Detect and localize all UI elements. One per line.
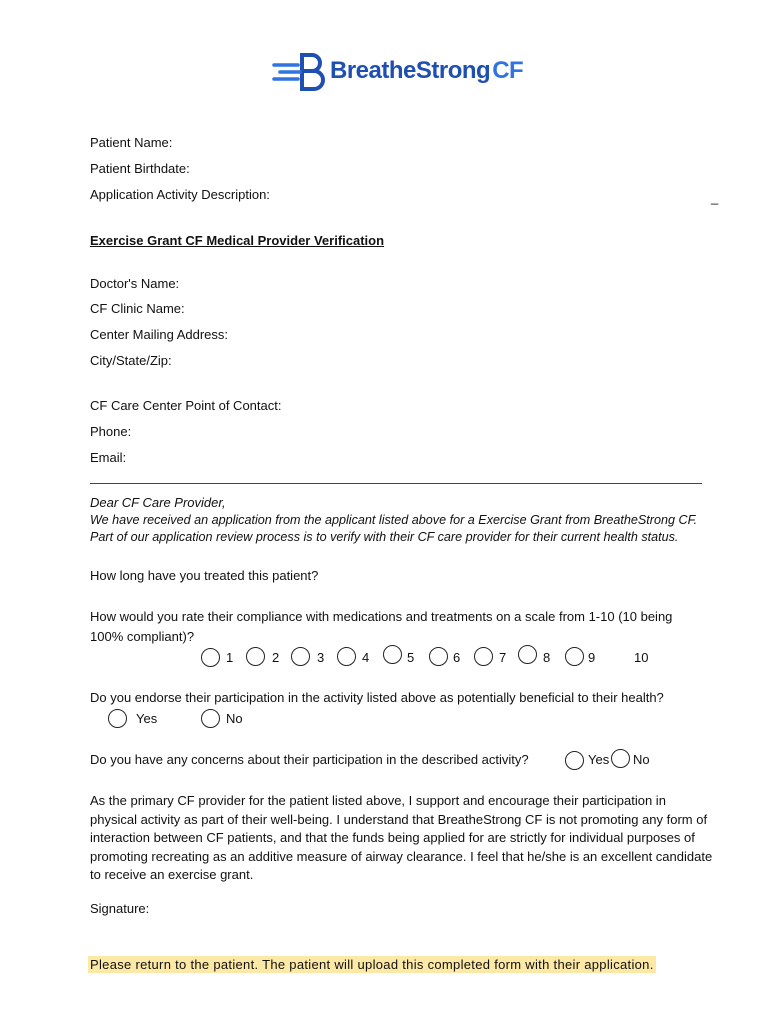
scale-label-8: 8: [543, 650, 551, 665]
scale-radio-4[interactable]: [337, 647, 356, 666]
letter-line-1: We have received an application from the applicant listed above for a Exercise Grant from BreatheStrong CF.: [90, 513, 698, 527]
scale-radio-5[interactable]: [383, 645, 402, 664]
scale-radio-9[interactable]: [565, 647, 584, 666]
lungs-logo-icon: [272, 49, 328, 100]
scale-label-10: 10: [634, 650, 649, 665]
concerns-no-radio[interactable]: [611, 749, 630, 768]
question-endorse-participation: Do you endorse their participation in the activity listed above as potentially beneficial to their health?: [90, 690, 664, 705]
scale-label-7: 7: [499, 650, 507, 665]
letter-line-2: Part of our application review process is to verify with their CF care provider for their current health status.: [90, 530, 679, 544]
doctor-name-label: Doctor's Name:: [90, 276, 180, 291]
scale-label-6: 6: [453, 650, 461, 665]
scale-label-9: 9: [588, 650, 596, 665]
divider: [90, 483, 702, 484]
concerns-yes-radio[interactable]: [565, 751, 584, 770]
email-label: Email:: [90, 450, 127, 465]
brand-name-part2: CF: [492, 57, 524, 84]
endorse-yes-label: Yes: [136, 711, 158, 726]
endorse-no-radio[interactable]: [201, 709, 220, 728]
concerns-yes-label: Yes: [588, 752, 610, 767]
scale-radio-8[interactable]: [518, 645, 537, 664]
question-compliance-line-1: How would you rate their compliance with medications and treatments on a scale from 1-10 (10 being: [90, 609, 673, 624]
brand-name-part1: BreatheStrong: [330, 57, 491, 84]
scale-label-4: 4: [362, 650, 370, 665]
return-instructions: [88, 957, 656, 972]
mailing-address-label: Center Mailing Address:: [90, 327, 229, 342]
scale-label-2: 2: [272, 650, 280, 665]
scale-label-3: 3: [317, 650, 325, 665]
endorse-yes-radio[interactable]: [108, 709, 127, 728]
scale-label-1: 1: [226, 650, 234, 665]
question-concerns: Do you have any concerns about their participation in the described activity?: [90, 752, 529, 767]
brand-name: [330, 57, 523, 85]
question-compliance-line-2: 100% compliant)?: [90, 629, 195, 644]
scale-radio-7[interactable]: [474, 647, 493, 666]
phone-label: Phone:: [90, 424, 132, 439]
concerns-no-label: No: [633, 752, 650, 767]
city-state-zip-label: City/State/Zip:: [90, 353, 172, 368]
patient-name-label: Patient Name:: [90, 135, 173, 150]
section-title: Exercise Grant CF Medical Provider Verification: [90, 233, 385, 248]
trailing-underscore: _: [711, 190, 719, 205]
scale-radio-3[interactable]: [291, 647, 310, 666]
letter-greeting: Dear CF Care Provider,: [90, 495, 226, 510]
scale-radio-2[interactable]: [246, 647, 265, 666]
provider-statement: As the primary CF provider for the patient listed above, I support and encourage their participation in physical activity as part of their well-being. I understand that BreatheStrong CF is not promoting any form of interaction between CF patients, and that the funds being applied for are strictly for individual purposes of promoting recreating as an additive measure of airway clearance. I feel that he/she is an excellent candidate to receive an exercise grant.: [90, 793, 713, 882]
scale-radio-1[interactable]: [201, 648, 220, 667]
activity-description-label: Application Activity Description:: [90, 187, 270, 202]
signature-label: Signature:: [90, 901, 150, 916]
return-instructions-text: Please return to the patient. The patient will upload this completed form with their application.: [90, 957, 654, 972]
patient-birthdate-label: Patient Birthdate:: [90, 161, 190, 176]
scale-label-5: 5: [407, 650, 415, 665]
scale-radio-6[interactable]: [429, 647, 448, 666]
endorse-no-label: No: [226, 711, 243, 726]
point-of-contact-label: CF Care Center Point of Contact:: [90, 398, 282, 413]
question-treatment-duration: How long have you treated this patient?: [90, 568, 319, 583]
clinic-name-label: CF Clinic Name:: [90, 301, 185, 316]
